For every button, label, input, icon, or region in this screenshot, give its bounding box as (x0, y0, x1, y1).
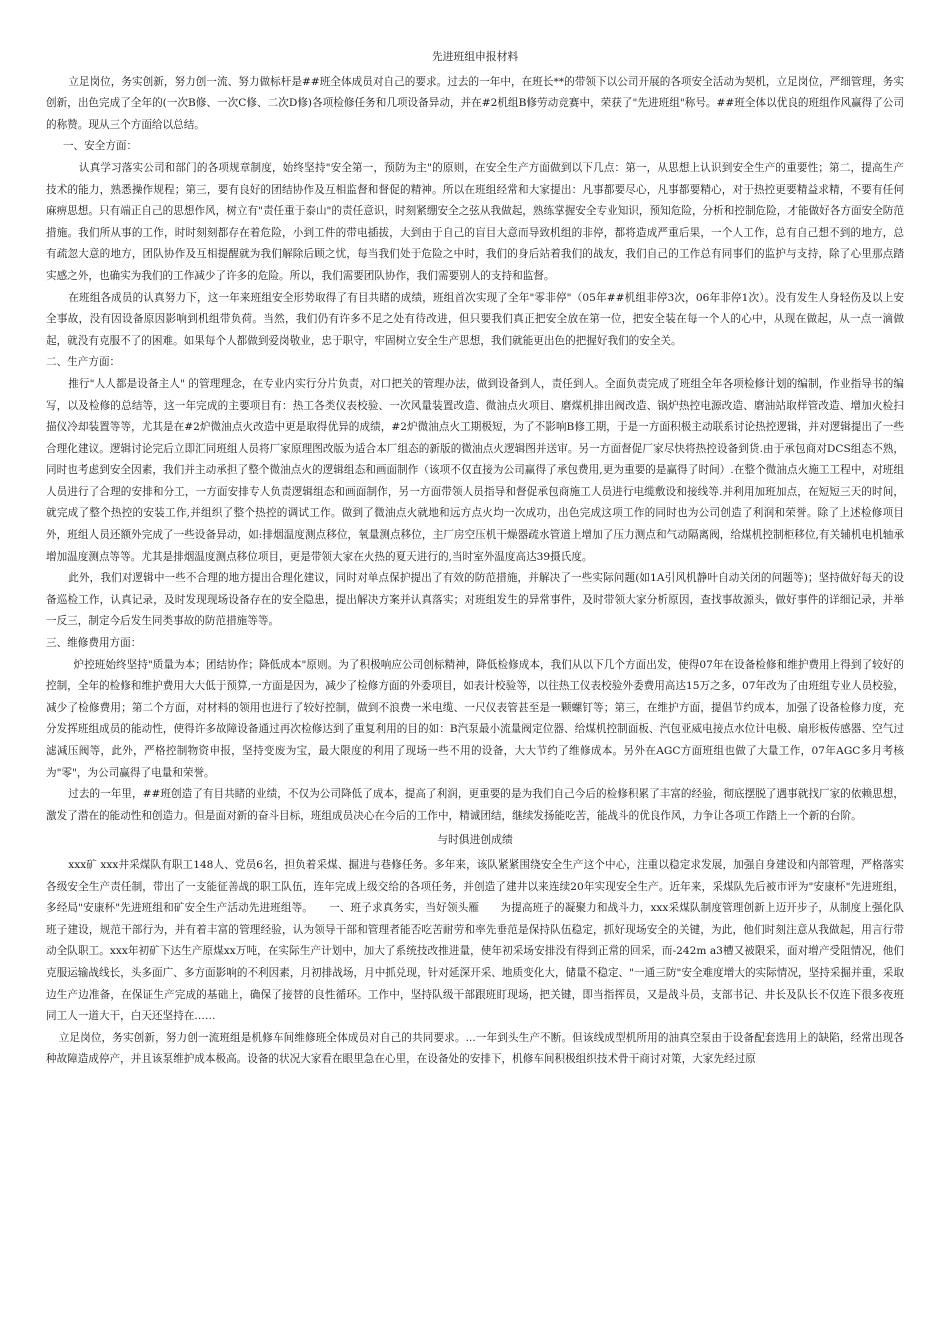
section-heading-production: 二、生产方面： (46, 356, 121, 369)
safety-paragraph-1: 认真学习落实公司和部门的各项规章制度，始终坚持"安全第一，预防为主"的原则，在安全生产方面做到以下几点：第一，从思想上认识到安全生产的重要性；第二，提高生产技术的能力，熟悉操作规程；第三，要有良好的团结协作及互相监督和督促的精神。所以在班组经常和大家提出：凡事都要尽心，凡事都要精心，对于热控更要精益求精，不要有任何麻痹思想。只有端正自己的思想作风，树立有"责任重于泰山"的责任意识，时刻紧绷安全之弦从我做起，熟练掌握安全专业知识，预知危险，分析和控制危险，才能做好各方面安全防范措施。我们所从事的工作，时时刻刻都存在着危险，小到工件的带电插拔，大到由于自己的盲目大意而导致机组的非停，都将造成严重后果，一个人工作，总有自己想不到的地方，总有疏忽大意的地方，团队协作及互相提醒就为我们解除后顾之忧，每当我们处于危险之中时，我们的身后站着我们的战友，我们自己的工作总有同事们的监护与支持，除了心里那点踏实感之外，也确实为我们的工作减少了许多的危险。所以，我们需要团队协作，我们需要别人的支持和监督。 (46, 161, 904, 282)
maintenance-paragraph-1: 炉控班始终坚持"质量为本；团结协作；降低成本"原则。为了积极响应公司创标精神，降低检修成本，我们从以下几个方面出发，使得07年在设备检修和维护费用上得到了较好的控制，全年的检修和维护费用大大低于预算,一方面是因为，减少了检修方面的外委项目，如表计校验等，以往热工仪表校验外委费用高达15万之多，07年改为了由班组专业人员校验，减少了检修费用；第二个方面，对材料的领用也进行了较好控制，做到不浪费一米电缆、一尺仪表管甚至是一颗螺钉等；第三，在维护方面，提倡节约成本，加强了设备检修力度，充分发挥班组成员的能动性，使得许多故障设备通过再次检修达到了重复利用的目的如：B汽泵最小流量阀定位器、给煤机控制面板、汽包亚威电接点水位计电极、扇形板传感器、空气过滤减压阀等，此外，严格控制物资申报，坚持变废为宝，最大限度的利用了现场一些不用的设备，大大节约了维修成本。另外在AGC方面班组也做了大量工作，07年AGC多月考核为"零"，为公司赢得了电量和荣誉。 (46, 658, 904, 779)
doc1-title: 先进班组申报材料 (431, 50, 519, 63)
safety-paragraph-2: 在班组各成员的认真努力下，这一年来班组安全形势取得了有目共睹的成绩，班组首次实现了全年"零非停"（05年##机组非停3次，06年非停1次）。没有发生人身轻伤及以上安全事故，没有因设备原因影响到机组带负荷。当然，我们仍有许多不足之处有待改进，但只要我们真正把安全放在第一位，把安全装在每一个人的心中，从现在做起，从一点一滴做起，就没有克服不了的困难。如果每个人都做到爱岗敬业，忠于职守，牢固树立安全生产思想，我们就能更出色的把握好我们的安全关。 (46, 291, 904, 347)
section-heading-maintenance-cost: 三、维修费用方面： (46, 637, 142, 650)
section-heading-safety: 一、安全方面： (62, 140, 138, 153)
production-paragraph-2: 此外，我们对逻辑中一些不合理的地方提出合理化建议，同时对单点保护提出了有效的防范措施，并解决了一些实际问题(如1A引风机静叶自动关闭的问题等)；坚持做好每天的设备巡检工作，认真记录，及时发现现场设备存在的安全隐患，提出解决方案并认真落实；对班组发生的异常事件，及时带领大家分析原因，查找事故源头，做好事件的详细记录，并举一反三，制定今后发生同类事故的防范措施等等。 (46, 572, 904, 628)
doc2-title: 与时俱进创成绩 (437, 833, 513, 847)
production-paragraph-1: 推行"人人都是设备主人" 的管理理念，在专业内实行分片负责，对口把关的管理办法，做到设备到人，责任到人。全面负责完成了班组全年各项检修计划的编制，作业指导书的编写，以及检修的总结等，这一年完成的主要项目有：热工各类仪表校验、一次风量装置改造、微油点火项目、磨煤机排出阀改造、锅炉热控电源改造、磨油站取样管改造、增加火检扫描仪冷却装置等等，尤其是在#2炉微油点火改造中更是取得优异的成绩，#2炉微油点火工期极短，为了不影响B修工期，于是一方面积极主动联系讨论热控逻辑，并对逻辑提出了一些合理化建议。逻辑讨论完后立即汇同班组人员将厂家原理图改版为适合本厂组态的新版的微油点火逻辑图并送审。另一方面督促厂家尽快将热控设备到货.由于承包商对DCS组态不熟，同时也考虑到安全因素，我们并主动承担了整个微油点火的逻辑组态和画面制作（该项不仅直接为公司赢得了承包费用,更为重要的是赢得了时间）.在整个微油点火施工工程中，对班组人员进行了合理的安排和分工，一方面安排专人负责逻辑组态和画面制作，另一方面带领人员指导和督促承包商施工人员进行电缆敷设和接线等.并利用加班加点，在短短三天的时间，就完成了整个热控的安装工作,并组织了整个热控的调试工作。做到了微油点火就地和远方点火均一次成功，出色完成这项工作的同时也为公司创造了利润和荣誉。除了上述检修项目外，班组人员还额外完成了一些设备异动，如:排烟温度测点移位，氧量测点移位，主厂房空压机干燥器疏水管道上增加了压力测点和气动隔离阀，给煤机控制柜移位,有关辅机电机轴承增加温度测点等等。尤其是排烟温度测点移位项目，更是带领大家在火热的夏天进行的,当时室外温度高达39摄氏度。 (46, 377, 904, 563)
doc1-intro-paragraph: 立足岗位，务实创新，努力创一流、努力做标杆是##班全体成员对自己的要求。过去的一年中，在班长**的带领下以公司开展的各项安全活动为契机，立足岗位，严细管理，务实创新，出色完成了全年的(一次B修、一次C修、二次D修)各项检修任务和几项设备异动，并在#2机组B修劳动竞赛中，荣获了"先进班组"称号。##班全体以优良的班组作风赢得了公司的称赞。现从三个方面给以总结。 (46, 75, 904, 131)
doc2-paragraph-2: 立足岗位，务实创新，努力创一流班组是机修车间维修班全体成员对自己的共同要求。...一年到头生产不断。但该线成型机所用的油真空泵由于设备配套选用上的缺陷，经常出现各种故障造成停产，并且该泵维护成本极高。设备的状况大家看在眼里急在心里，在设备处的安排下，机修车间积极组织技术骨干商讨对策，大家先经过原 (46, 1031, 904, 1066)
maintenance-paragraph-2: 过去的一年里，##班创造了有目共睹的业绩，不仅为公司降低了成本，提高了利润，更重要的是为我们自己今后的检修积累了丰富的经验，彻底摆脱了遇事就找厂家的依赖思想，激发了潜在的能动性和创造力。但是面对新的奋斗目标，班组成员决心在今后的工作中，精诚团结，继续发扬能吃苦，能战斗的优良作风，力争让各项工作踏上一个新的台阶。 (46, 788, 904, 822)
doc2-paragraph-1: xxx矿 xxx井采煤队有职工148人、党员6名，担负着采煤、掘进与巷修任务。多年来，该队紧紧围绕安全生产这个中心，注重以稳定求发展，加强自身建设和内部管理，严格落实各级安全生产责任制，带出了一支能征善战的职工队伍，连年完成上级交给的各项任务，并创造了建井以来连续20年实现安全生产。近年来，采煤队先后被市评为"安康杯"先进班组，多经局"安康杯"先进班组和矿安全生产活动先进班组等。 一、班子求真务实，当好领头雁 为提高班子的凝聚力和战斗力，xxx采煤队制度管理创新上迈开步子，从制度上强化队班子建设，规范干部行为，并有着丰富的管理经验，认为领导干部和管理者能否吃苦耐劳和率先垂范是保持队伍稳定，抓好现场安全的关键，为此，他们时刻注意从我做起，用言行带动全队职工。xxx年初矿下达生产原煤xx万吨，在实际生产计划中，加大了系统技改推进量，使年初采场安排没有得到正常的回采，而-242m a3槽又被限采，面对增产受阻情况，他们克服运输战线长，头多面广、多方面影响的不利因素，月初排战场，月中抓兑现，针对延深开采、地质变化大，储量不稳定、"一通三防"安全难度增大的实际情况，坚持采掘并重，采取边生产边准备，在保证生产完成的基础上，确保了接替的良性循环。工作中，坚持队级干部跟班盯现场，把关键，即当指挥员，又是战斗员，支部书记、井长及队长不仅连下很多夜班同工人一道大干，白天还坚持在…… (46, 858, 904, 1023)
